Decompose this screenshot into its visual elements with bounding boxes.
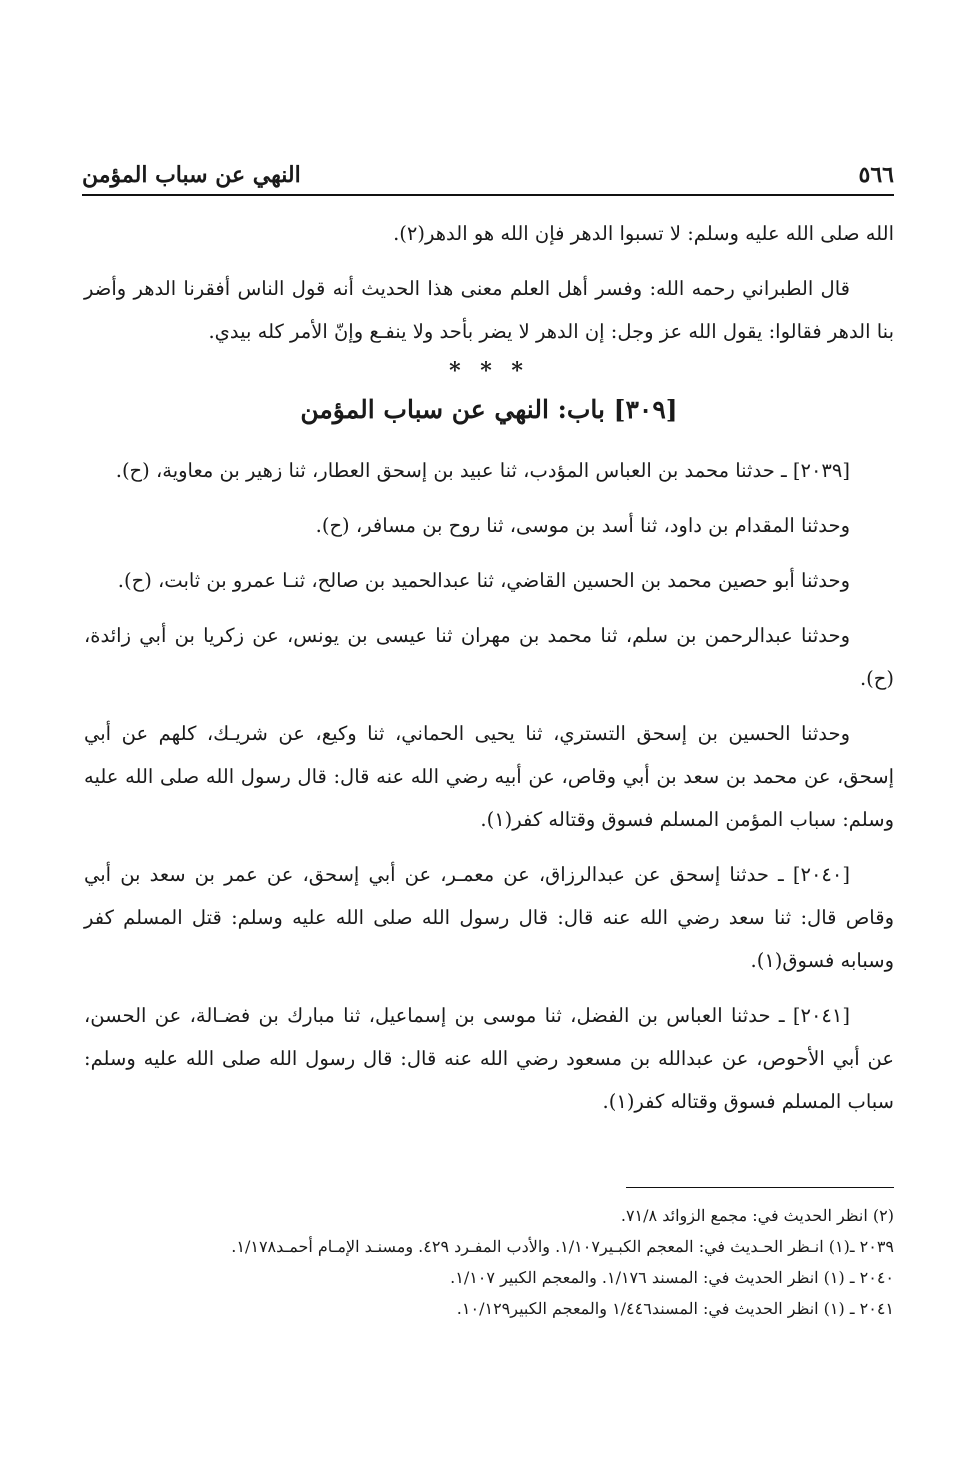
main-text bbox=[84, 212, 894, 1135]
footnote: ٢٠٣٩ ـ(١) انـظر الحـديث في: المعجم الكبـير١/١٠٧. والأدب المفـرد ٤٢٩. ومسنـد الإمـام أحمـد١/١٧٨. bbox=[231, 1237, 894, 1256]
hadith-paragraph: وحدثنا الحسين بن إسحق التستري، ثنا يحيى الحماني، ثنا وكيع، عن شريـك، كلهم عن أبي إسحق، عن محمد بن سعد بن أبي وقاص، عن أبيه رضي الله عنه قال: قال رسول الله صلى الله عليه وسلم: سباب المؤمن المسلم فسوق وقتاله كفر(١). bbox=[84, 722, 894, 831]
running-title: النهي عن سباب المؤمن bbox=[82, 162, 301, 188]
hadith-paragraph: وحدثنا المقدام بن داود، ثنا أسد بن موسى، ثنا روح بن مسافر، (ح). bbox=[315, 514, 850, 537]
hadith-paragraph: [٢٠٤٠] ـ حدثنا إسحق عن عبدالرزاق، عن معمـر، عن أبي إسحق، عن عمر بن سعد بن أبي وقاص قال: ثنا سعد رضي الله عنه قال: قال رسول الله صلى الله عليه وسلم: قتل المسلم كفر وسبابه فسوق(١). bbox=[84, 863, 894, 972]
footnote-divider bbox=[626, 1187, 894, 1188]
hadith-paragraph: وحدثنا أبو حصين محمد بن الحسين القاضي، ثنا عبدالحميد بن صالح، ثنـا عمرو بن ثابت، (ح). bbox=[117, 569, 850, 592]
paragraph: الله صلى الله عليه وسلم: لا تسبوا الدهر فإن الله هو الدهر(٢). bbox=[393, 222, 894, 245]
section-separator: * * * bbox=[449, 358, 529, 384]
footnote: (٢) انظر الحديث في: مجمع الزوائد ٧١/٨. bbox=[620, 1206, 894, 1225]
hadith-paragraph: [٢٠٤١] ـ حدثنا العباس بن الفضل، ثنا موسى بن إسماعيل، ثنا مبارك بن فضـالة، عن الحسن، عن أبي الأحوص، عن عبدالله بن مسعود رضي الله عنه قال: قال رسول الله صلى الله عليه وسلم: سباب المسلم فسوق وقتاله كفر(١). bbox=[84, 1004, 894, 1113]
hadith-paragraph: وحدثنا عبدالرحمن بن سلم، ثنا محمد بن مهران ثنا عيسى بن يونس، عن زكريا بن أبي زائدة، (ح). bbox=[84, 624, 894, 690]
footnote: ٢٠٤٠ ـ (١) انظر الحديث في: المسند ١/١٧٦. والمعجم الكبير ١/١٠٧. bbox=[450, 1268, 894, 1287]
page-header bbox=[82, 148, 894, 196]
paragraph: قال الطبراني رحمه الله: وفسر أهل العلم معنى هذا الحديث أنه قول الناس أفقرنا الدهر وأضر بنا الدهر فقالوا: يقول الله عز وجل: إن الدهر لا يضر بأحد ولا ينفـع وإنّ الأمر كله بيدي. bbox=[84, 277, 894, 343]
chapter-heading: [٣٠٩] باب: النهي عن سباب المؤمن bbox=[300, 395, 678, 424]
hadith-paragraph: [٢٠٣٩] ـ حدثنا محمد بن العباس المؤدب، ثنا عبيد بن إسحق العطار، ثنا زهير بن معاوية، (ح). bbox=[115, 459, 850, 482]
page-number: ٥٦٦ bbox=[858, 162, 894, 188]
footnotes bbox=[84, 1200, 894, 1324]
footnote: ٢٠٤١ ـ (١) انظر الحديث في: المسند١/٤٤٦ والمعجم الكبير١٠/١٢٩. bbox=[456, 1299, 894, 1318]
